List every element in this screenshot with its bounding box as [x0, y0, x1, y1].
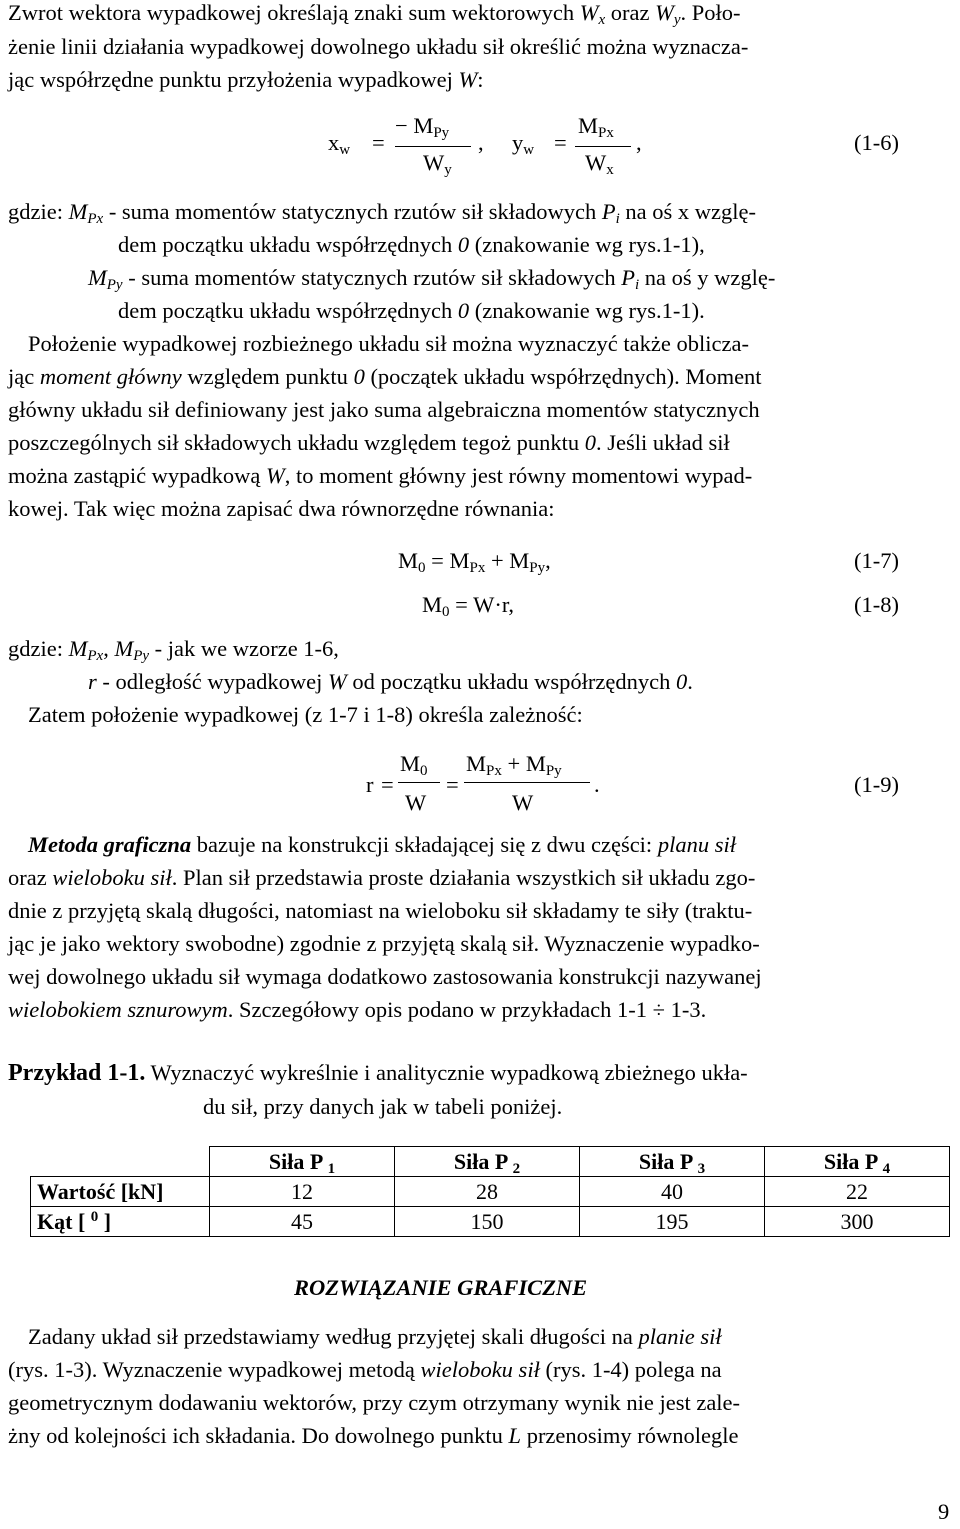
- table-header: Siła P $_2$: [395, 1147, 580, 1177]
- where-2-line-2: r - odległość wypadkowej W od początku układu współrzędnych 0.: [88, 669, 693, 694]
- row-label: Kąt [ $^0$ ]: [31, 1207, 210, 1237]
- para1-line-5: można zastąpić wypadkową W, to moment główny jest równy momentowi wypad-: [8, 463, 753, 488]
- para1-line-4: poszczególnych sił składowych układu względem tegoż punktu 0. Jeśli układ sił: [8, 430, 730, 455]
- equation-1-8: $M_0 = W\cdot r$,: [422, 592, 515, 620]
- equation-number: (1-8): [854, 592, 899, 617]
- para1-line-6: kowej. Tak więc można zapisać dwa równorzędne równania:: [8, 496, 555, 521]
- equation-number: (1-9): [854, 772, 899, 797]
- example-line-1: Przykład 1-1. Wyznaczyć wykreślnie i analitycznie wypadkową zbieżnego ukła-: [8, 1060, 748, 1086]
- equation-number: (1-7): [854, 548, 899, 573]
- table-cell: 22: [765, 1177, 950, 1207]
- zatem-line: Zatem położenie wypadkowej (z 1-7 i 1-8) określa zależność:: [28, 702, 583, 727]
- example-line-2: du sił, przy danych jak w tabeli poniżej.: [203, 1094, 563, 1119]
- where-1-line-4: dem początku układu współrzędnych 0 (znakowanie wg rys.1-1).: [118, 298, 705, 323]
- para3-line-1: Zadany układ sił przedstawiamy według przyjętej skali długości na planie sił: [28, 1324, 722, 1349]
- para2-line-2: oraz wieloboku sił. Plan sił przedstawia proste działania wszystkich sił układu zgo-: [8, 865, 756, 890]
- table-header-row: [31, 1147, 950, 1177]
- where-1-line-3: $M_{Py}$ - suma momentów statycznych rzutów sił składowych $P_i$ na oś y wzglę-: [88, 265, 776, 293]
- table-header: Siła P $_3$: [580, 1147, 765, 1177]
- page-number: 9: [938, 1499, 950, 1524]
- table-cell: 45: [210, 1207, 395, 1237]
- row-label: Wartość [kN]: [31, 1177, 210, 1207]
- table-header: Siła P $_1$: [210, 1147, 395, 1177]
- para2-line-6: wielobokiem sznurowym. Szczegółowy opis podano w przykładach 1-1 ÷ 1-3.: [8, 997, 707, 1022]
- para3-line-2: (rys. 1-3). Wyznaczenie wypadkowej metodą wieloboku sił (rys. 1-4) polega na: [8, 1357, 722, 1382]
- para2-line-3: dnie z przyjętą skalą długości, natomiast na wieloboku sił składamy te siły (traktu-: [8, 898, 753, 923]
- table-row: [31, 1207, 950, 1237]
- where-1-line-1: gdzie: $M_{Px}$ - suma momentów statycznych rzutów sił składowych $P_i$ na oś x wzglę-: [8, 199, 756, 227]
- equation-1-7: $M_0 = M_{Px} + M_{Py}$,: [398, 548, 551, 576]
- table-cell: 300: [765, 1207, 950, 1237]
- where-1-line-2: dem początku układu współrzędnych 0 (znakowanie wg rys.1-1),: [118, 232, 705, 257]
- para1-line-1: Położenie wypadkowej rozbieżnego układu sił można wyznaczyć także oblicza-: [28, 331, 749, 356]
- para3-line-3: geometrycznym dodawaniu wektorów, przy czym otrzymany wynik nie jest zale-: [8, 1390, 741, 1415]
- intro-line-1: Zwrot wektora wypadkowej określają znaki sum wektorowych $W_x$ oraz $W_y$. Poło-: [8, 0, 741, 28]
- table-cell: 28: [395, 1177, 580, 1207]
- para2-line-5: wej dowolnego układu sił wymaga dodatkowo zastosowania konstrukcji nazywanej: [8, 964, 762, 989]
- para3-line-4: żny od kolejności ich składania. Do dowolnego punktu L przenosimy równolegle: [8, 1423, 739, 1448]
- intro-line-2: żenie linii działania wypadkowej dowolnego układu sił określić można wyznacza-: [8, 34, 749, 59]
- table-header: Siła P $_4$: [765, 1147, 950, 1177]
- table-cell: 195: [580, 1207, 765, 1237]
- forces-table: [30, 1146, 950, 1237]
- table-row: [31, 1177, 950, 1207]
- table-cell: 12: [210, 1177, 395, 1207]
- intro-line-3: jąc współrzędne punktu przyłożenia wypadkowej W:: [8, 67, 484, 92]
- para2-line-1: Metoda graficzna bazuje na konstrukcji składającej się z dwu części: planu sił: [28, 832, 736, 857]
- para1-line-3: główny układu sił definiowany jest jako suma algebraiczna momentów statycznych: [8, 397, 760, 422]
- where-2-line-1: gdzie: $M_{Px}$, $M_{Py}$ - jak we wzorze 1-6,: [8, 636, 339, 664]
- para2-line-4: jąc je jako wektory swobodne) zgodnie z przyjętą skalą sił. Wyznaczenie wypadko-: [8, 931, 760, 956]
- para1-line-2: jąc moment główny względem punktu 0 (początek układu współrzędnych). Moment: [8, 364, 762, 389]
- table-cell: 150: [395, 1207, 580, 1237]
- section-title: ROZWIĄZANIE GRAFICZNE: [294, 1275, 588, 1300]
- equation-number: (1-6): [854, 130, 899, 155]
- table-cell: 40: [580, 1177, 765, 1207]
